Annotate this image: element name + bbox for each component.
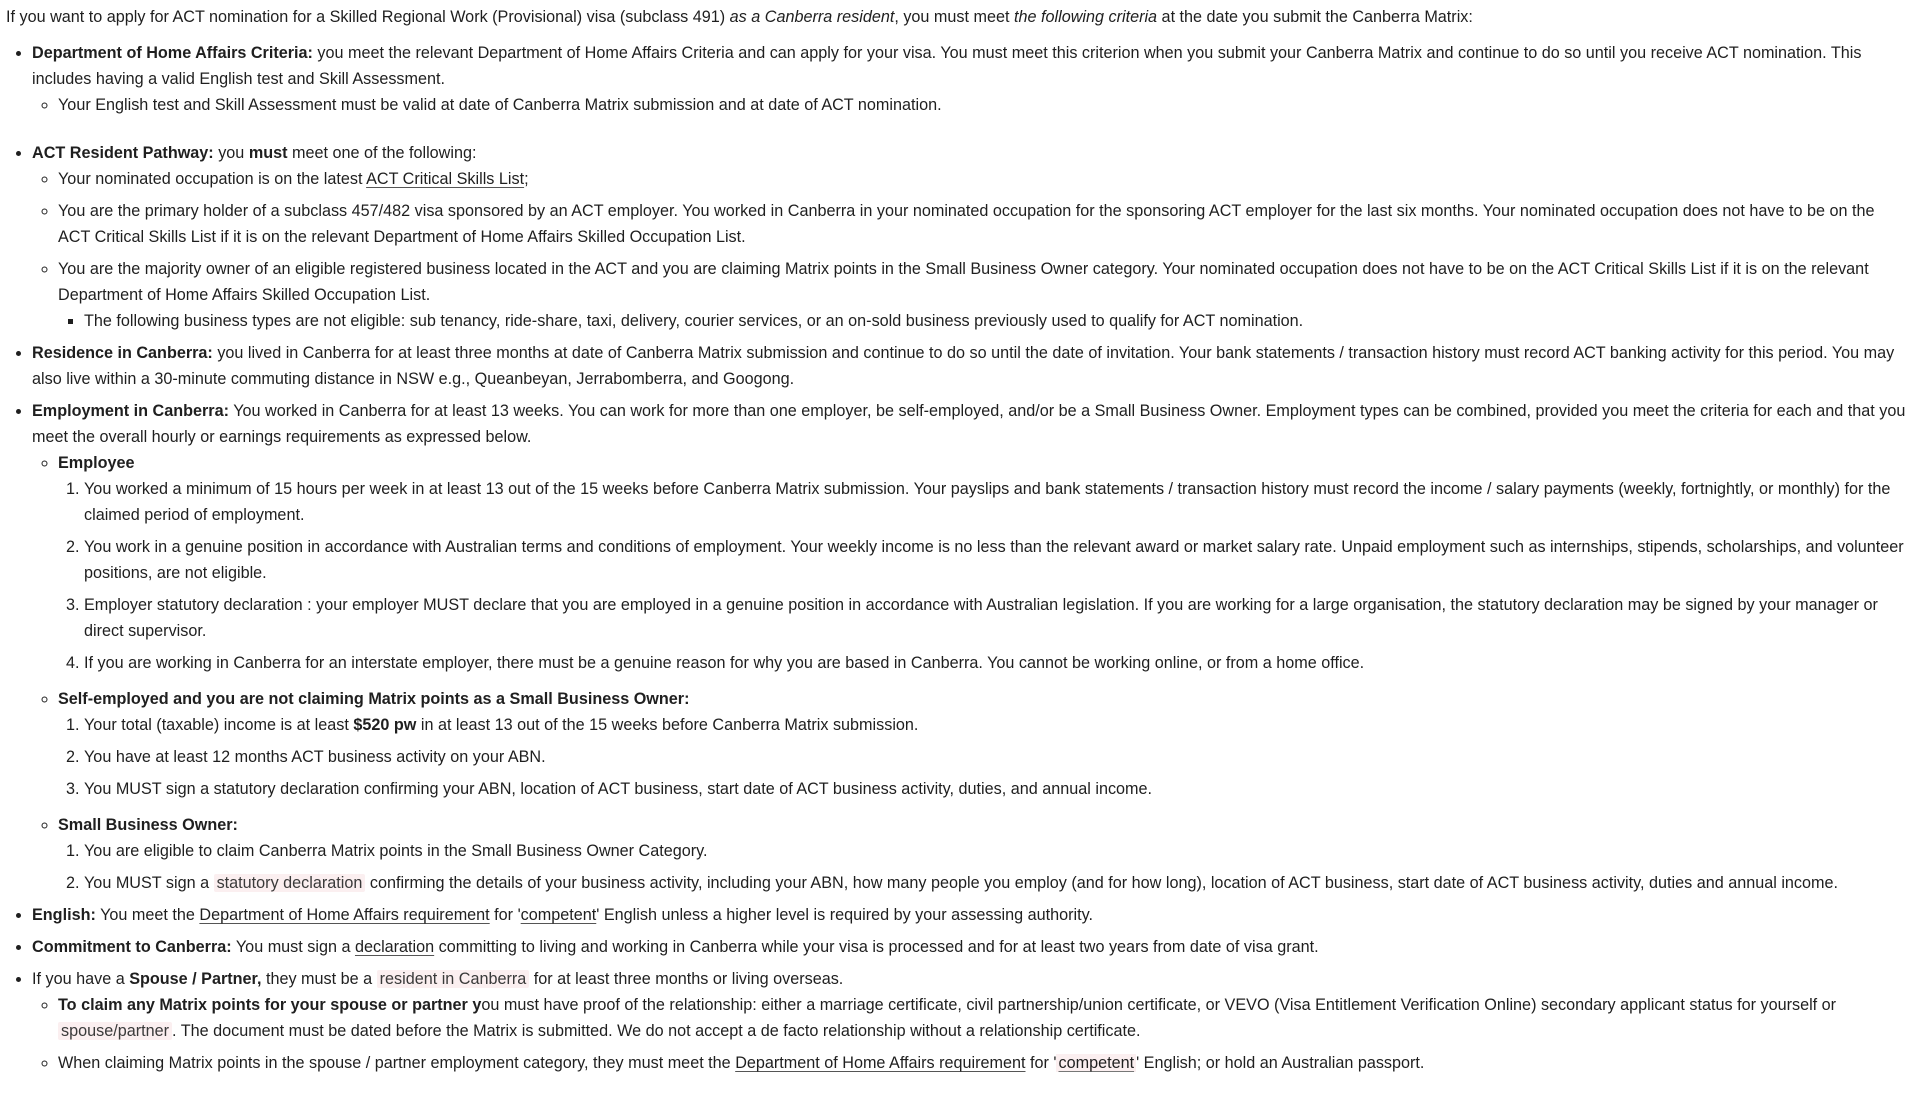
criterion-home-affairs: • Department of Home Affairs Criteria: you meet the relevant Department of Home Affairs Criteria and can apply for your visa. You must meet this criterion when you submit your Canberra Matrix and continue to do so until you receive ACT nomination. This includes having a valid English test and Skill Assessment. ◦ Your English test and Skill Assessment must be valid at date of Canberra Matrix submission and at date of ACT nomination. (32, 40, 1908, 118)
employee-requirement: 4. If you are working in Canberra for an interstate employer, there must be a genuine reason for why you are based in Canberra. You cannot be working online, or from a home office. (84, 650, 1908, 676)
resident-in-canberra-highlight: resident in Canberra (377, 970, 530, 988)
declaration-link[interactable]: declaration (354, 938, 435, 956)
small-business-requirement: 2. You MUST sign a statutory declaration confirming the details of your business activity, including your ABN, how many people you employ (and for how long), location of ACT business, start date of ACT business activity, duties and annual income. (84, 870, 1908, 896)
criterion-commitment: • Commitment to Canberra: You must sign a declaration committing to living and working in Canberra while your visa is processed and for at least two years from date of visa grant. (32, 934, 1908, 960)
criterion-residence: • Residence in Canberra: you lived in Canberra for at least three months at date of Canberra Matrix submission and continue to do so until the date of invitation. Your bank statements / transaction history must record ACT banking activity for this period. You may also live within a 30-minute commuting distance in NSW e.g., Queanbeyan, Jerrabomberra, and Googong. (32, 340, 1908, 392)
spouse-partner-highlight: spouse/partner (58, 1022, 172, 1040)
employee-requirements (58, 476, 1908, 676)
partner-proof-requirement: ◦ To claim any Matrix points for your spouse or partner you must have proof of the relationship: either a marriage certificate, civil partnership/union certificate, or VEVO (Visa Entitlement Verification Online) secondary applicant status for yourself or spouse/partner . The document must be dated before the Matrix is submitted. We do not accept a de facto relationship without a relationship certificate. (58, 992, 1908, 1044)
employee-requirement: 3. Employer statutory declaration : your employer MUST declare that you are employed in a genuine position in accordance with Australian legislation. If you are working for a large organisation, the statutory declaration may be signed by your manager or direct supervisor. (84, 592, 1908, 644)
criterion-english: • English: You meet the Department of Home Affairs requirement for 'competent' English unless a higher level is required by your assessing authority. (32, 902, 1908, 928)
employee-requirement: 2. You work in a genuine position in accordance with Australian terms and conditions of employment. Your weekly income is no less than the relevant award or market salary rate. Unpaid employment such as internships, stipends, scholarships, and volunteer positions, are not eligible. (84, 534, 1908, 586)
self-employed-requirement: 1. Your total (taxable) income is at least $520 pw in at least 13 out of the 15 weeks before Canberra Matrix submission. (84, 712, 1908, 738)
employment-type-employee: ◦ Employee 1. You worked a minimum of 15 hours per week in at least 13 out of the 15 weeks before Canberra Matrix submission. Your payslips and bank statements / transaction history must record the income / salary payments (weekly, fortnightly, or monthly) for the claimed period of employment. 2. You work in a genuine position in accordance with Australian terms and conditions of employment. Your weekly income is no less than the relevant award or market salary rate. Unpaid employment such as internships, stipends, scholarships, and volunteer positions, are not eligible. 3. Employer statutory declaration : your employer MUST declare that you are employed in a genuine position in accordance with Australian legislation. If you are working for a large organisation, the statutory declaration may be signed by your manager or direct supervisor. 4. If you are working in Canberra for an interstate employer, there must be a genuine reason for why you are based in Canberra. You cannot be working online, or from a home office. (58, 450, 1908, 676)
criterion-resident-pathway: • ACT Resident Pathway: you must meet one of the following: ◦ Your nominated occupation is on the latest ACT Critical Skills List; ◦ You are the primary holder of a subclass 457/482 visa sponsored by an ACT employer. You worked in Canberra in your nominated occupation for the sponsoring ACT employer for the last six months. Your nominated occupation does not have to be on the ACT Critical Skills List if it is on the relevant Department of Home Affairs Skilled Occupation List. ◦ You are the majority owner of an eligible registered business located in the ACT and you are claiming Matrix points in the Small Business Owner category. Your nominated occupation does not have to be on the ACT Critical Skills List if it is on the relevant Department of Home Affairs Skilled Occupation List. ▪ The following business types are not eligible: sub tenancy, ride-share, taxi, delivery, courier services, or an on-sold business previously used to qualify for ACT nomination. (32, 140, 1908, 334)
act-critical-skills-list-link[interactable]: ACT Critical Skills List (366, 170, 525, 188)
partner-competent-english-link[interactable]: competent (1058, 1054, 1135, 1072)
criterion-employment: • Employment in Canberra: You worked in Canberra for at least 13 weeks. You can work for more than one employer, be self-employed, and/or be a Small Business Owner. Employment types can be combined, provided you meet the criteria for each and that you meet the overall hourly or earnings requirements as expressed below. ◦ Employee 1. You worked a minimum of 15 hours per week in at least 13 out of the 15 weeks before Canberra Matrix submission. Your payslips and bank statements / transaction history must record the income / salary payments (weekly, fortnightly, or monthly) for the claimed period of employment. 2. You work in a genuine position in accordance with Australian terms and conditions of employment. Your weekly income is no less than the relevant award or market salary rate. Unpaid employment such as internships, stipends, scholarships, and volunteer positions, are not eligible. 3. Employer statutory declaration : your employer MUST declare that you are employed in a genuine position in accordance with Australian legislation. If you are working for a large organisation, the statutory declaration may be signed by your manager or direct supervisor. 4. If you are working in Canberra for an interstate employer, there must be a genuine reason for why you are based in Canberra. You cannot be working online, or from a home office. ◦ Self-employed and you are not claiming Matrix points as a Small Business Owner: 1. Your total (taxable) income is at least $520 pw in at least 13 out of the 15 weeks before Canberra Matrix submission. 2. You have at least 12 months ACT business activity on your ABN. 3. You MUST sign a statutory declaration confirming your ABN, location of ACT business, start date of ACT business activity, duties, and annual income. ◦ Small Business Owner: 1. You are eligible to claim Canberra Matrix points in the Small Business Owner Category. 2. You MUST sign a statutory declaration confirming the details of your business activity, including your ABN, how many people you employ (and for how long), location of ACT business, start date of ACT business activity, duties and annual income. (32, 398, 1908, 896)
business-exclusion-item: ▪ The following business types are not eligible: sub tenancy, ride-share, taxi, delivery, courier services, or an on-sold business previously used to qualify for ACT nomination. (84, 308, 1908, 334)
self-employed-requirement: 3. You MUST sign a statutory declaration confirming your ABN, location of ACT business, start date of ACT business activity, duties, and annual income. (84, 776, 1908, 802)
partner-home-affairs-requirement-link[interactable]: Department of Home Affairs requirement (735, 1054, 1026, 1072)
home-affairs-sublist (32, 92, 1908, 118)
criterion-spouse-partner: • If you have a Spouse / Partner, they must be a resident in Canberra for at least three months or living overseas. ◦ To claim any Matrix points for your spouse or partner you must have proof of the relationship: either a marriage certificate, civil partnership/union certificate, or VEVO (Visa Entitlement Verification Online) secondary applicant status for yourself or spouse/partner . The document must be dated before the Matrix is submitted. We do not accept a de facto relationship without a relationship certificate. ◦ When claiming Matrix points in the spouse / partner employment category, they must meet the Department of Home Affairs requirement for ' competent ' English; or hold an Australian passport. (32, 966, 1908, 1076)
intro-emphasis-criteria: the following criteria (1014, 8, 1158, 26)
pathway-option-visa-holder: ◦ You are the primary holder of a subclass 457/482 visa sponsored by an ACT employer. You worked in Canberra in your nominated occupation for the sponsoring ACT employer for the last six months. Your nominated occupation does not have to be on the ACT Critical Skills List if it is on the relevant Department of Home Affairs Skilled Occupation List. (58, 198, 1908, 250)
self-employed-requirement: 2. You have at least 12 months ACT business activity on your ABN. (84, 744, 1908, 770)
partner-sublist (32, 992, 1908, 1076)
employment-type-small-business: ◦ Small Business Owner: 1. You are eligible to claim Canberra Matrix points in the Small Business Owner Category. 2. You MUST sign a statutory declaration confirming the details of your business activity, including your ABN, how many people you employ (and for how long), location of ACT business, start date of ACT business activity, duties and annual income. (58, 812, 1908, 896)
employment-type-self-employed: ◦ Self-employed and you are not claiming Matrix points as a Small Business Owner: 1. Your total (taxable) income is at least $520 pw in at least 13 out of the 15 weeks before Canberra Matrix submission. 2. You have at least 12 months ACT business activity on your ABN. 3. You MUST sign a statutory declaration confirming your ABN, location of ACT business, start date of ACT business activity, duties, and annual income. (58, 686, 1908, 802)
partner-english-requirement: ◦ When claiming Matrix points in the spouse / partner employment category, they must meet the Department of Home Affairs requirement for ' competent ' English; or hold an Australian passport. (58, 1050, 1908, 1076)
criteria-list (6, 40, 1908, 1076)
home-affairs-requirement-link[interactable]: Department of Home Affairs requirement (199, 906, 490, 924)
pathway-option-business-owner: ◦ You are the majority owner of an eligible registered business located in the ACT and you are claiming Matrix points in the Small Business Owner category. Your nominated occupation does not have to be on the ACT Critical Skills List if it is on the relevant Department of Home Affairs Skilled Occupation List. ▪ The following business types are not eligible: sub tenancy, ride-share, taxi, delivery, courier services, or an on-sold business previously used to qualify for ACT nomination. (58, 256, 1908, 334)
competent-english-link[interactable]: competent (520, 906, 597, 924)
pathway-option-critical-skills: ◦ Your nominated occupation is on the latest ACT Critical Skills List; (58, 166, 1908, 192)
intro-emphasis-resident: as a Canberra resident (729, 8, 895, 26)
intro-paragraph: If you want to apply for ACT nomination for a Skilled Regional Work (Provisional) visa (subclass 491) as a Canberra resident, you must meet the following criteria at the date you submit the Canberra Matrix: (6, 8, 1473, 26)
home-affairs-subitem: ◦ Your English test and Skill Assessment must be valid at date of Canberra Matrix submission and at date of ACT nomination. (58, 92, 1908, 118)
business-exclusions (58, 308, 1908, 334)
small-business-requirement: 1. You are eligible to claim Canberra Matrix points in the Small Business Owner Category. (84, 838, 1908, 864)
employment-types (32, 450, 1908, 896)
employee-requirement: 1. You worked a minimum of 15 hours per week in at least 13 out of the 15 weeks before Canberra Matrix submission. Your payslips and bank statements / transaction history must record the income / salary payments (weekly, fortnightly, or monthly) for the claimed period of employment. (84, 476, 1908, 528)
self-employed-requirements (58, 712, 1908, 802)
statutory-declaration-highlight: statutory declaration (214, 874, 366, 892)
small-business-requirements (58, 838, 1908, 896)
pathway-options (32, 166, 1908, 334)
